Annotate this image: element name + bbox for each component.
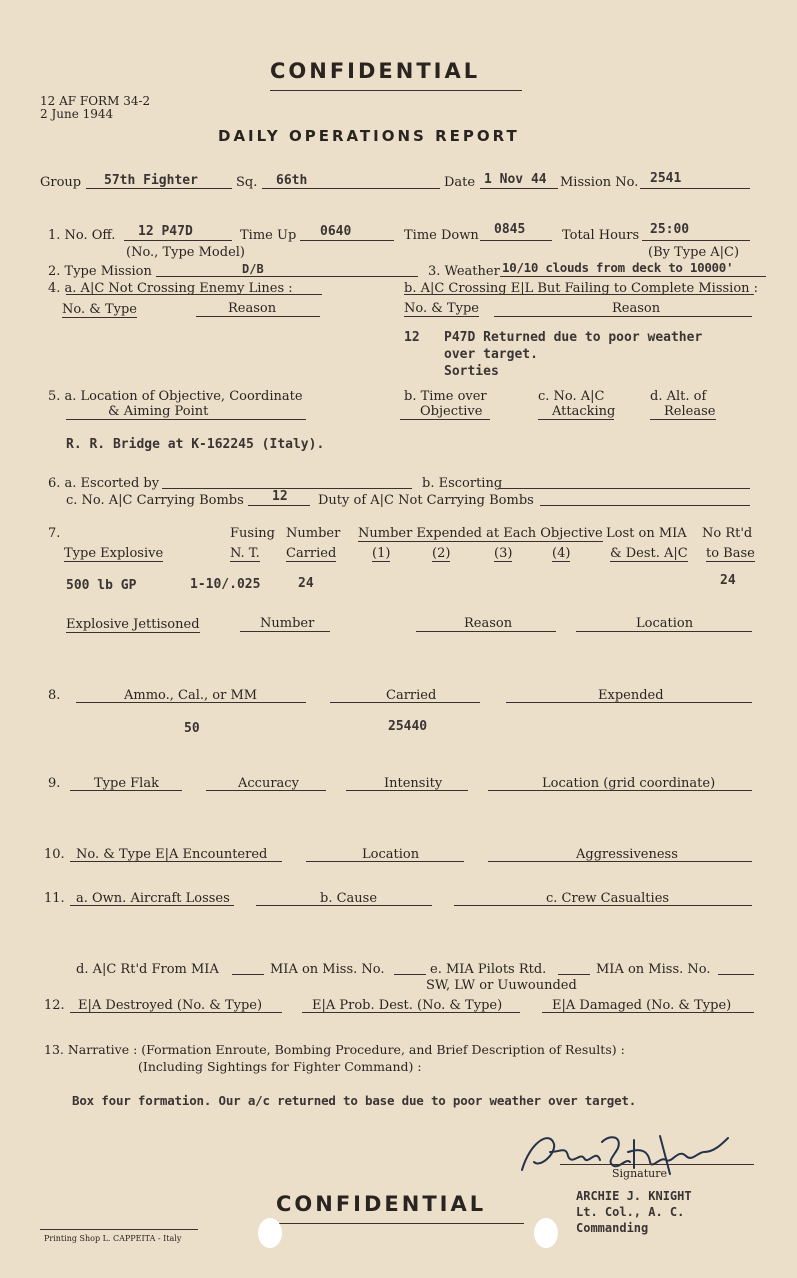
- duty-line: [540, 505, 750, 506]
- time-up-line: [300, 240, 394, 241]
- carrying-bombs-label: c. No. A|C Carrying Bombs: [66, 493, 244, 508]
- carried-value: 25440: [388, 719, 428, 734]
- ea-damaged: E|A Damaged (No. & Type): [552, 998, 732, 1013]
- sq-label: Sq.: [236, 175, 258, 190]
- jettisoned-reason-line: [416, 631, 556, 632]
- row-nortd: 24: [720, 573, 736, 588]
- time-up-value: 0640: [320, 224, 352, 239]
- ammo-line: [76, 702, 306, 703]
- item4b-count: 12: [404, 330, 420, 345]
- mia-miss-no-2-line: [718, 974, 754, 975]
- sq-value: 66th: [276, 173, 308, 188]
- printer-line: [40, 1229, 198, 1230]
- no-off-label: 1. No. Off.: [48, 228, 116, 243]
- row-carried: 24: [298, 576, 314, 591]
- weather-line: [500, 276, 766, 277]
- rtd-from-mia: d. A|C Rt'd From MIA: [76, 962, 219, 977]
- mission-label: Mission No.: [560, 175, 639, 190]
- row-fusing: 1-10/.025: [190, 577, 261, 592]
- date-line: [480, 188, 558, 189]
- group-label: Group: [40, 175, 82, 190]
- accuracy: Accuracy: [238, 776, 299, 791]
- ea-destroyed-line: [70, 1012, 282, 1013]
- ea-damaged-line: [542, 1012, 754, 1013]
- group-line: [86, 188, 232, 189]
- narrative-label-2: (Including Sightings for Fighter Command) :: [138, 1059, 422, 1074]
- ea-location: Location: [362, 847, 420, 862]
- item4b-reason-2: over target.: [444, 347, 538, 362]
- item4a-reason: Reason: [228, 301, 277, 316]
- jettisoned-location: Location: [636, 616, 694, 631]
- expended-label: Expended: [598, 688, 664, 703]
- expended-line: [506, 702, 752, 703]
- flak-location-line: [488, 790, 752, 791]
- no-off-value: 12 P47D: [138, 224, 193, 239]
- item10-label: 10.: [44, 847, 65, 862]
- col-lost-2: & Dest. A|C: [610, 546, 688, 561]
- col-e3: (3): [494, 546, 513, 561]
- narrative-label-1: 13. Narrative : (Formation Enroute, Bombing Procedure, and Brief Description of Results) :: [44, 1042, 625, 1057]
- col-fusing-2: N. T.: [230, 546, 260, 561]
- group-value: 57th Fighter: [104, 173, 198, 188]
- col-expended: Number Expended at Each Objective: [358, 526, 603, 541]
- printer-credit: Printing Shop L. CAPPEITA - Italy: [44, 1234, 182, 1243]
- mia-miss-no-2: MIA on Miss. No.: [596, 962, 711, 977]
- duty-label: Duty of A|C Not Carrying Bombs: [318, 493, 534, 508]
- form-number: 12 AF FORM 34-2: [40, 94, 151, 108]
- crew-casualties: c. Crew Casualties: [546, 891, 670, 906]
- col-fusing-1: Fusing: [230, 526, 275, 541]
- item5c-line: [538, 419, 614, 420]
- ammo-label: Ammo., Cal., or MM: [124, 688, 258, 703]
- row-type-explosive: 500 lb GP: [66, 578, 137, 593]
- punch-hole-left: [258, 1218, 282, 1248]
- item4a-reason-line: [196, 316, 320, 317]
- aggressiveness-line: [488, 861, 752, 862]
- item8-label: 8.: [48, 688, 61, 703]
- time-up-label: Time Up: [240, 228, 297, 243]
- weather-label: 3. Weather: [428, 264, 500, 279]
- type-mission-value: D/B: [242, 262, 264, 276]
- item12-label: 12.: [44, 998, 65, 1013]
- intensity-line: [346, 790, 468, 791]
- sw-lw-label: SW, LW or Uuwounded: [426, 978, 577, 993]
- loss-cause-line: [256, 905, 432, 906]
- form-date: 2 June 1944: [40, 107, 114, 121]
- confidential-bottom-underline: [276, 1223, 524, 1224]
- item5d-line: [650, 419, 716, 420]
- own-losses: a. Own. Aircraft Losses: [76, 891, 230, 906]
- item4b-reason-3: Sorties: [444, 364, 499, 379]
- jettisoned-label: Explosive Jettisoned: [66, 617, 200, 632]
- carrying-bombs-line: [248, 505, 310, 506]
- accuracy-line: [206, 790, 326, 791]
- no-off-line: [124, 240, 232, 241]
- signer-name: ARCHIE J. KNIGHT: [576, 1189, 692, 1203]
- jettisoned-number: Number: [260, 616, 315, 631]
- total-hours-label: Total Hours: [562, 228, 640, 243]
- type-flak: Type Flak: [94, 776, 159, 791]
- col-e4: (4): [552, 546, 571, 561]
- confidential-bottom: CONFIDENTIAL: [276, 1192, 487, 1216]
- date-label: Date: [444, 175, 476, 190]
- item5b-label-2: Objective: [420, 404, 483, 419]
- col-nortd-1: No Rt'd: [702, 526, 753, 541]
- item5b-line: [400, 419, 490, 420]
- item4b-label: b. A|C Crossing E|L But Failing to Complete Mission :: [404, 281, 759, 296]
- carried-line: [330, 702, 480, 703]
- date-value: 1 Nov 44: [484, 172, 547, 187]
- signer-rank: Lt. Col., A. C.: [576, 1205, 685, 1219]
- mission-value: 2541: [650, 171, 682, 186]
- type-flak-line: [70, 790, 182, 791]
- ea-prob-dest-line: [302, 1012, 520, 1013]
- time-down-value: 0845: [494, 222, 526, 237]
- item4b-no-type: No. & Type: [404, 301, 479, 316]
- ammo-value: 50: [184, 721, 200, 736]
- item11-label: 11.: [44, 891, 65, 906]
- crew-casualties-line: [454, 905, 752, 906]
- item5a-line: [66, 419, 306, 420]
- signer-role: Commanding: [576, 1221, 649, 1235]
- flak-location: Location (grid coordinate): [542, 776, 716, 791]
- total-hours-line: [642, 240, 750, 241]
- col-nortd-2: to Base: [706, 546, 755, 561]
- mia-miss-no-1: MIA on Miss. No.: [270, 962, 385, 977]
- item5c-label-1: c. No. A|C: [538, 389, 605, 404]
- type-mission-line: [156, 276, 418, 277]
- col-type-explosive: Type Explosive: [64, 546, 164, 561]
- item4a-label: 4. a. A|C Not Crossing Enemy Lines :: [48, 281, 293, 296]
- item5d-label-1: d. Alt. of: [650, 389, 707, 404]
- item7-label: 7.: [48, 526, 61, 541]
- col-lost-1: Lost on MIA: [606, 526, 687, 541]
- carrying-bombs-value: 12: [272, 489, 288, 504]
- narrative-text: Box four formation. Our a/c returned to base due to poor weather over target.: [72, 1093, 637, 1108]
- report-title: DAILY OPERATIONS REPORT: [218, 127, 520, 145]
- jettisoned-reason: Reason: [464, 616, 513, 631]
- own-losses-line: [70, 905, 234, 906]
- punch-hole-right: [534, 1218, 558, 1248]
- loss-cause: b. Cause: [320, 891, 378, 906]
- col-number-1: Number: [286, 526, 341, 541]
- signature-line: [560, 1164, 754, 1165]
- escorting-label: b. Escorting: [422, 476, 503, 491]
- item5b-label-1: b. Time over: [404, 389, 487, 404]
- ea-encountered: No. & Type E|A Encountered: [76, 847, 268, 862]
- jettisoned-number-line: [240, 631, 330, 632]
- col-number-2: Carried: [286, 546, 337, 561]
- confidential-top: CONFIDENTIAL: [270, 59, 481, 83]
- mia-pilots-rtd-line: [558, 974, 590, 975]
- by-type-note: (By Type A|C): [648, 245, 740, 260]
- total-hours-value: 25:00: [650, 222, 690, 237]
- signature-label: Signature: [612, 1167, 668, 1180]
- ea-prob-dest: E|A Prob. Dest. (No. & Type): [312, 998, 503, 1013]
- escorted-by-label: 6. a. Escorted by: [48, 476, 160, 491]
- weather-value: 10/10 clouds from deck to 10000': [502, 260, 734, 275]
- time-down-line: [480, 240, 552, 241]
- ea-destroyed: E|A Destroyed (No. & Type): [78, 998, 263, 1013]
- item4b-line: [404, 294, 754, 295]
- item4b-reason-line: [494, 316, 752, 317]
- item4a-line: [66, 294, 322, 295]
- item9-label: 9.: [48, 776, 61, 791]
- rtd-from-mia-line: [232, 974, 264, 975]
- col-e1: (1): [372, 546, 391, 561]
- item5a-label-1: 5. a. Location of Objective, Coordinate: [48, 389, 303, 404]
- item5a-label-2: & Aiming Point: [108, 404, 209, 419]
- mia-pilots-rtd: e. MIA Pilots Rtd.: [430, 962, 547, 977]
- escorting-line: [498, 488, 750, 489]
- item4b-reason: Reason: [612, 301, 661, 316]
- time-down-label: Time Down: [404, 228, 479, 243]
- confidential-underline: [270, 90, 522, 91]
- item5d-label-2: Release: [664, 404, 716, 419]
- no-type-note: (No., Type Model): [126, 245, 245, 260]
- objective-value: R. R. Bridge at K-162245 (Italy).: [66, 437, 325, 452]
- carried-label: Carried: [386, 688, 437, 703]
- item4a-no-type: No. & Type: [62, 302, 137, 317]
- item4b-reason-1: P47D Returned due to poor weather: [444, 330, 703, 345]
- intensity: Intensity: [384, 776, 443, 791]
- item5c-label-2: Attacking: [552, 404, 616, 419]
- sq-line: [262, 188, 440, 189]
- aggressiveness: Aggressiveness: [576, 847, 678, 862]
- col-e2: (2): [432, 546, 451, 561]
- ea-encountered-line: [70, 861, 282, 862]
- type-mission-label: 2. Type Mission: [48, 264, 152, 279]
- mission-line: [640, 188, 750, 189]
- jettisoned-location-line: [576, 631, 752, 632]
- mia-miss-no-1-line: [394, 974, 426, 975]
- ea-location-line: [306, 861, 464, 862]
